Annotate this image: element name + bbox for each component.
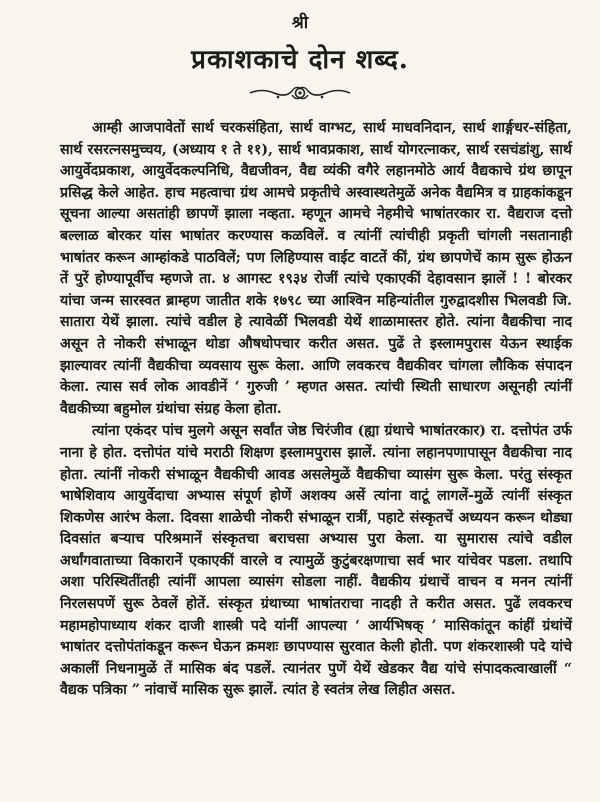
paragraph-1: आम्ही आजपावेतों सार्थ चरकसंहिता, सार्थ वाग्भट, सार्थ माधवनिदान, सार्थ शार्ङ्गधर-संहिता, सार्थ रसरत्नसमुच्चय, (अध्याय १ ते ११), सार्थ भावप्रकाश, सार्थ योगरत्नाकर, सार्थ रसचंडांशु, सार्थ आयुर्वेदप्रकाश, आयुर्वेदकल्पनिधि, वैद्यजीवन, वैद्य व्यंकी वगैरे लहानमोठे आर्य वैद्यकाचे ग्रंथ छापून प्रसिद्ध केले आहेत. हाच महत्वाचा ग्रंथ आमचे प्रकृतीचे अस्वास्थतेमुळें अनेक वैद्यमित्र व ग्राहकांकडून सूचना आल्या असतांही छापणें झाला नव्हता. म्हणून आमचे नेहमीचे भाषांतरकार रा. वैद्यराज दत्तो बल्लाळ बोरकर यांस भाषांतर करण्यास कळविलें. व त्यांनीं त्यांचीही प्रकृती चांगली नसतानाही भाषांतर करून आम्हांकडे पाठविलें; पण लिहिण्यास वाईट वाटतें कीं, ग्रंथ छापणेचें काम सुरू होऊन तें पुरें होण्यापूर्वीच म्हणजे ता. ४ आगस्ट १९३४ रोजीं त्यांचे एकाएकीं देहावसान झालें ! ! बोरकर यांचा जन्म सारस्वत ब्राम्हण जातीत शके १७९८ च्या आश्विन महिन्यांतील गुरुद्वादशीस भिलवडी जि. सातारा येथें झाला. त्यांचे वडील हे त्यावेळीं भिलवडी येथें शाळामास्तर होते. त्यांना वैद्यकीचा नाद असून ते नोकरी संभाळून थोडा औषधोपचार करीत असत. पुढें ते इस्लामपुरास येऊन स्थाईक झाल्यावर त्यांनीं वैद्यकीचा व्यवसाय सुरू केला. आणि लवकरच वैद्यकीवर चांगला लौकिक संपादन केला. त्यास सर्व लोक आवडीनें ‘ गुरुजी ’ म्हणत असत. त्यांची स्थिती साधारण असूनही त्यांनीं वैद्यकीच्या बहुमोल ग्रंथांचा संग्रह केला होता.: [60, 120, 572, 417]
paragraph-2: त्यांना एकंदर पांच मुलगे असून सर्वांत जेष्ठ चिरंजीव (ह्या ग्रंथाचे भाषांतरकार) रा. दत्तोपंत उर्फ नाना हे होत. दत्तोपंत यांचे मराठी शिक्षण इस्लामपुरास झालें. त्यांना लहानपणापासून वैद्यकीचा नाद होता. त्यांनीं नोकरी संभाळून वैद्यकीची आवड असलेमुळें वैद्यकीचा व्यासंग सुरू केला. परंतु संस्कृत भाषेशिवाय आयुर्वेदाचा अभ्यास संपूर्ण होणें अशक्य असें त्यांना वाटूं लागलें-मुळें त्यांनीं संस्कृत शिकणेस आरंभ केला. दिवसा शाळेची नोकरी संभाळून रात्रीं, पहाटे संस्कृतचें अध्ययन करून थोड्या दिवसांत बऱ्याच परिश्रमानें संस्कृतचा बराचसा अभ्यास पुरा केला. या सुमारास त्यांचे वडील अर्धांगवाताच्या विकारानें एकाएकीं वारले व त्यामुळें कुटुंबरक्षणाचा सर्व भार यांचेवर पडला. तथापि अशा परिस्थितींतही त्यांनीं आपला व्यासंग सोडला नाहीं. वैद्यकीय ग्रंथाचें वाचन व मनन त्यांनीं निरलसपणें सुरू ठेवलें होतें. संस्कृत ग्रंथाच्या भाषांतराचा नादही ते करीत असत. पुढें लवकरच महामहोपाध्याय शंकर दाजी शास्त्री पदे यांनीं आपल्या ‘ आर्यभिषक् ’ मासिकांतून कांहीं ग्रंथांचें भाषांतर दत्तोपंतांकडून करून घेऊन क्रमशः छापण्यास सुरवात केली होती. पण शंकरशास्त्री पदे यांचे अकालीं निधनामुळें तें मासिक बंद पडलें. त्यानंतर पुणें येथें खेडकर वैद्य यांचे संपादकत्वाखालीं “ वैद्यक पत्रिका ” नांवाचें मासिक सुरू झालें. त्यांत हे स्वतंत्र लेख लिहीत असत.: [60, 423, 572, 699]
page-title: प्रकाशकाचे दोन शब्द.: [191, 45, 409, 75]
invocation-heading: श्री: [291, 13, 309, 33]
ornament-divider: [248, 82, 352, 104]
body-text: [60, 118, 572, 702]
